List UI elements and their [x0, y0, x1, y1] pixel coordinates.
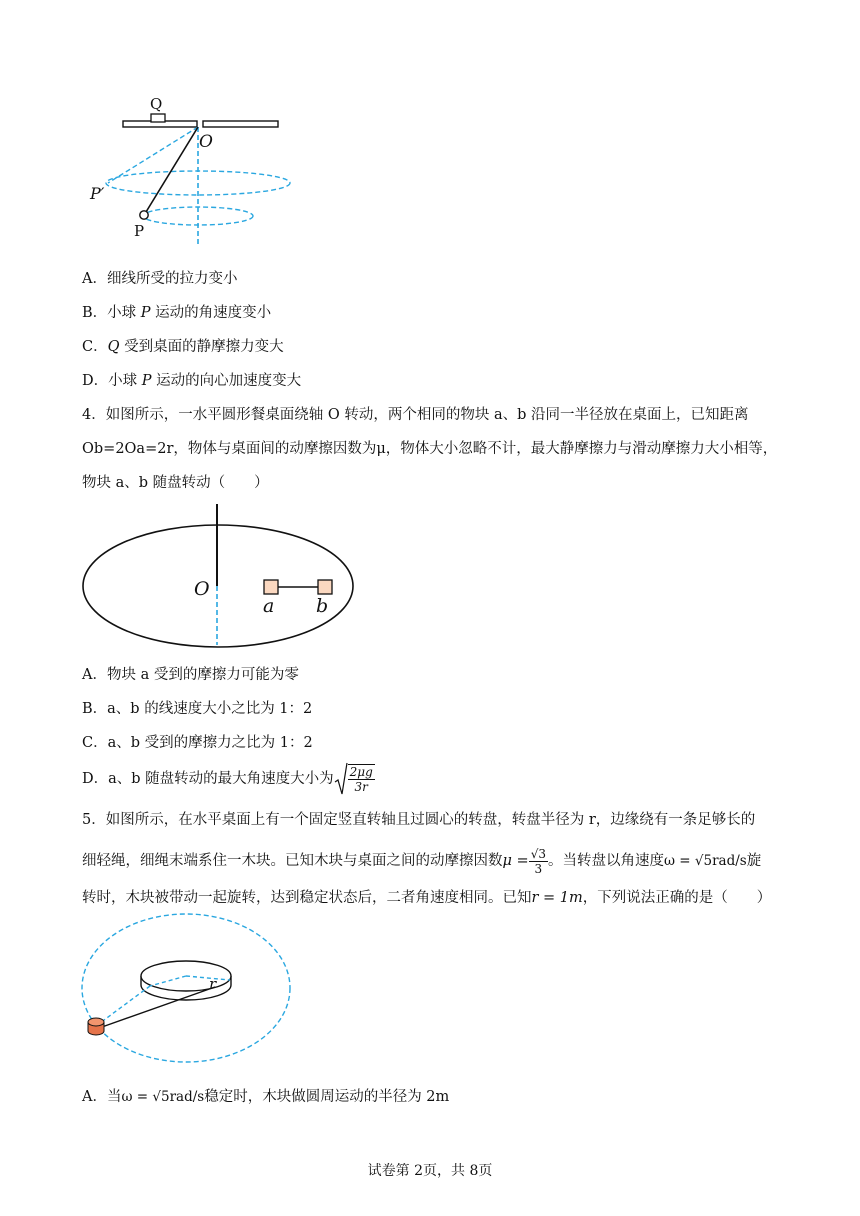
- label-o: O: [199, 132, 213, 152]
- q4-option-d-text: D．a、b 随盘转动的最大角速度大小为: [82, 771, 334, 787]
- label-a: a: [263, 595, 275, 617]
- q5-line3-pre: 转时，木块被带动一起旋转，达到稳定状态后，二者角速度相同。已知: [82, 890, 532, 906]
- mu-num: √3: [530, 846, 546, 861]
- label-p: P: [134, 222, 145, 240]
- radius-dashed-3: [100, 986, 150, 1023]
- figure-turntable: [80, 910, 310, 1060]
- omega-expression: ω = √5rad/s: [663, 853, 747, 869]
- q5-line2-pre: 细轻绳，细绳末端系住一木块。已知木块与桌面之间的动摩擦因数: [82, 853, 503, 869]
- q5-line3-post: ，下列说法正确的是（ ）: [582, 890, 772, 906]
- label-o: O: [194, 578, 210, 600]
- q3-option-d: [82, 371, 301, 391]
- frac-denominator: 3r: [354, 780, 368, 794]
- q3-option-d-var: P: [141, 373, 152, 389]
- q4-option-c: C．a、b 受到的摩擦力之比为 1：2: [82, 735, 313, 751]
- table-right-plate: [203, 121, 278, 127]
- q3-option-b-pre: B．小球: [82, 305, 141, 321]
- q3-option-a: A．细线所受的拉力变小: [82, 271, 238, 287]
- q3-option-b: [82, 303, 271, 323]
- q4-option-b: B．a、b 的线速度大小之比为 1：2: [82, 701, 313, 717]
- page-footer: 试卷第 2页，共 8页: [367, 1163, 493, 1179]
- block-a: [264, 580, 278, 594]
- q5-stem-line2: [82, 844, 761, 878]
- q5-line2-post: 旋: [746, 853, 762, 869]
- q5-option-a-post: 稳定时，木块做圆周运动的半径为 2m: [204, 1089, 450, 1105]
- q5-option-a: [82, 1087, 449, 1107]
- ball-p: [140, 211, 148, 219]
- q5-option-a-omega: ω = √5rad/s: [121, 1089, 205, 1105]
- q3-option-c-pre: C．: [82, 339, 108, 355]
- q3-option-c: [82, 337, 284, 357]
- block-q: [151, 114, 165, 122]
- q3-option-c-post: 受到桌面的静摩擦力变大: [119, 339, 284, 355]
- q5-stem-line3: [82, 888, 771, 908]
- mu-den: 3: [534, 861, 543, 876]
- label-b: b: [316, 595, 329, 617]
- q5-stem-line1: 5．如图所示，在水平桌面上有一个固定竖直转轴且过圆心的转盘，转盘半径为 r，边缘绕有一条足够长的: [82, 812, 756, 828]
- q3-option-b-post: 运动的角速度变小: [150, 305, 272, 321]
- q4-option-d: [82, 762, 375, 796]
- q3-option-d-pre: D．小球: [82, 373, 142, 389]
- wood-block-top: [88, 1018, 104, 1026]
- mu-fraction: [529, 847, 548, 876]
- q4-stem-line3: 物块 a、b 随盘转动（ ）: [82, 475, 269, 491]
- figure-conical-pendulum: [80, 90, 380, 250]
- cone-dashed: [108, 127, 198, 183]
- string-op: [146, 127, 198, 212]
- frac-numerator: 2μg: [349, 765, 373, 779]
- q3-option-b-var: P: [140, 305, 151, 321]
- q3-option-c-var: Q: [107, 339, 120, 355]
- r-equation: r = 1m: [531, 890, 583, 906]
- q5-line2-mid: 。当转盘以角速度: [547, 853, 664, 869]
- sqrt-expression: [334, 762, 375, 796]
- label-q: Q: [150, 95, 163, 113]
- q5-option-a-pre: A．当: [82, 1089, 122, 1105]
- figure-round-table: [80, 500, 380, 660]
- block-b: [318, 580, 332, 594]
- mu-symbol: μ =: [502, 853, 529, 869]
- label-p-prime: P′: [90, 184, 105, 203]
- q4-stem-line1: 4．如图所示，一水平圆形餐桌面绕轴 O 转动，两个相同的物块 a、b 沿同一半径放在桌面上，已知距离: [82, 407, 749, 423]
- q3-option-d-post: 运动的向心加速度变大: [151, 373, 302, 389]
- q4-stem-line2: Ob=2Oa=2r，物体与桌面间的动摩擦因数为μ，物体大小忽略不计，最大静摩擦力与滑动摩擦力大小相等，: [82, 441, 778, 457]
- q4-option-a: A．物块 a 受到的摩擦力可能为零: [82, 667, 299, 683]
- label-r: r: [209, 975, 217, 993]
